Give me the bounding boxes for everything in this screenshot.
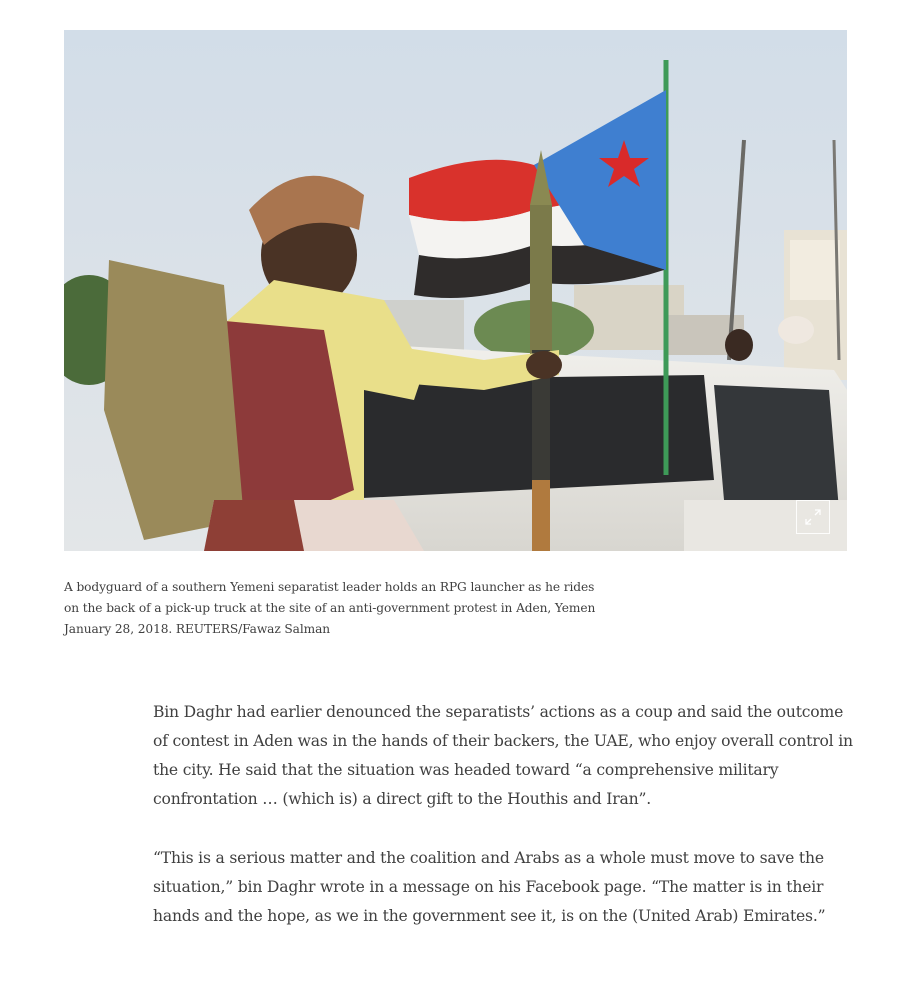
photo-caption: A bodyguard of a southern Yemeni separatist leader holds an RPG launcher as he rides on the back of a pick-up truck at the site of an anti-government protest in Aden, Yemen January 28, 2018. REUTERS/Fawaz Salman	[64, 580, 596, 636]
article-paragraph: Bin Daghr had earlier denounced the separatists’ actions as a coup and said the outcome of contest in Aden was in the hands of their backers, the UAE, who enjoy overall control in the city. He said that the situation was headed toward “a comprehensive military confrontation … (which is) a direct gift to the Houthis and Iran”.	[153, 703, 853, 808]
expand-image-button[interactable]	[796, 500, 830, 534]
expand-icon	[803, 507, 823, 527]
photo-illustration	[64, 30, 847, 551]
article-body	[153, 698, 853, 961]
article-paragraph: “This is a serious matter and the coalition and Arabs as a whole must move to save the situation,” bin Daghr wrote in a message on his Facebook page. “The matter is in their hands and the hope, as we in the government see it, is on the (United Arab) Emirates.”	[153, 849, 826, 925]
article-photo	[64, 30, 847, 551]
